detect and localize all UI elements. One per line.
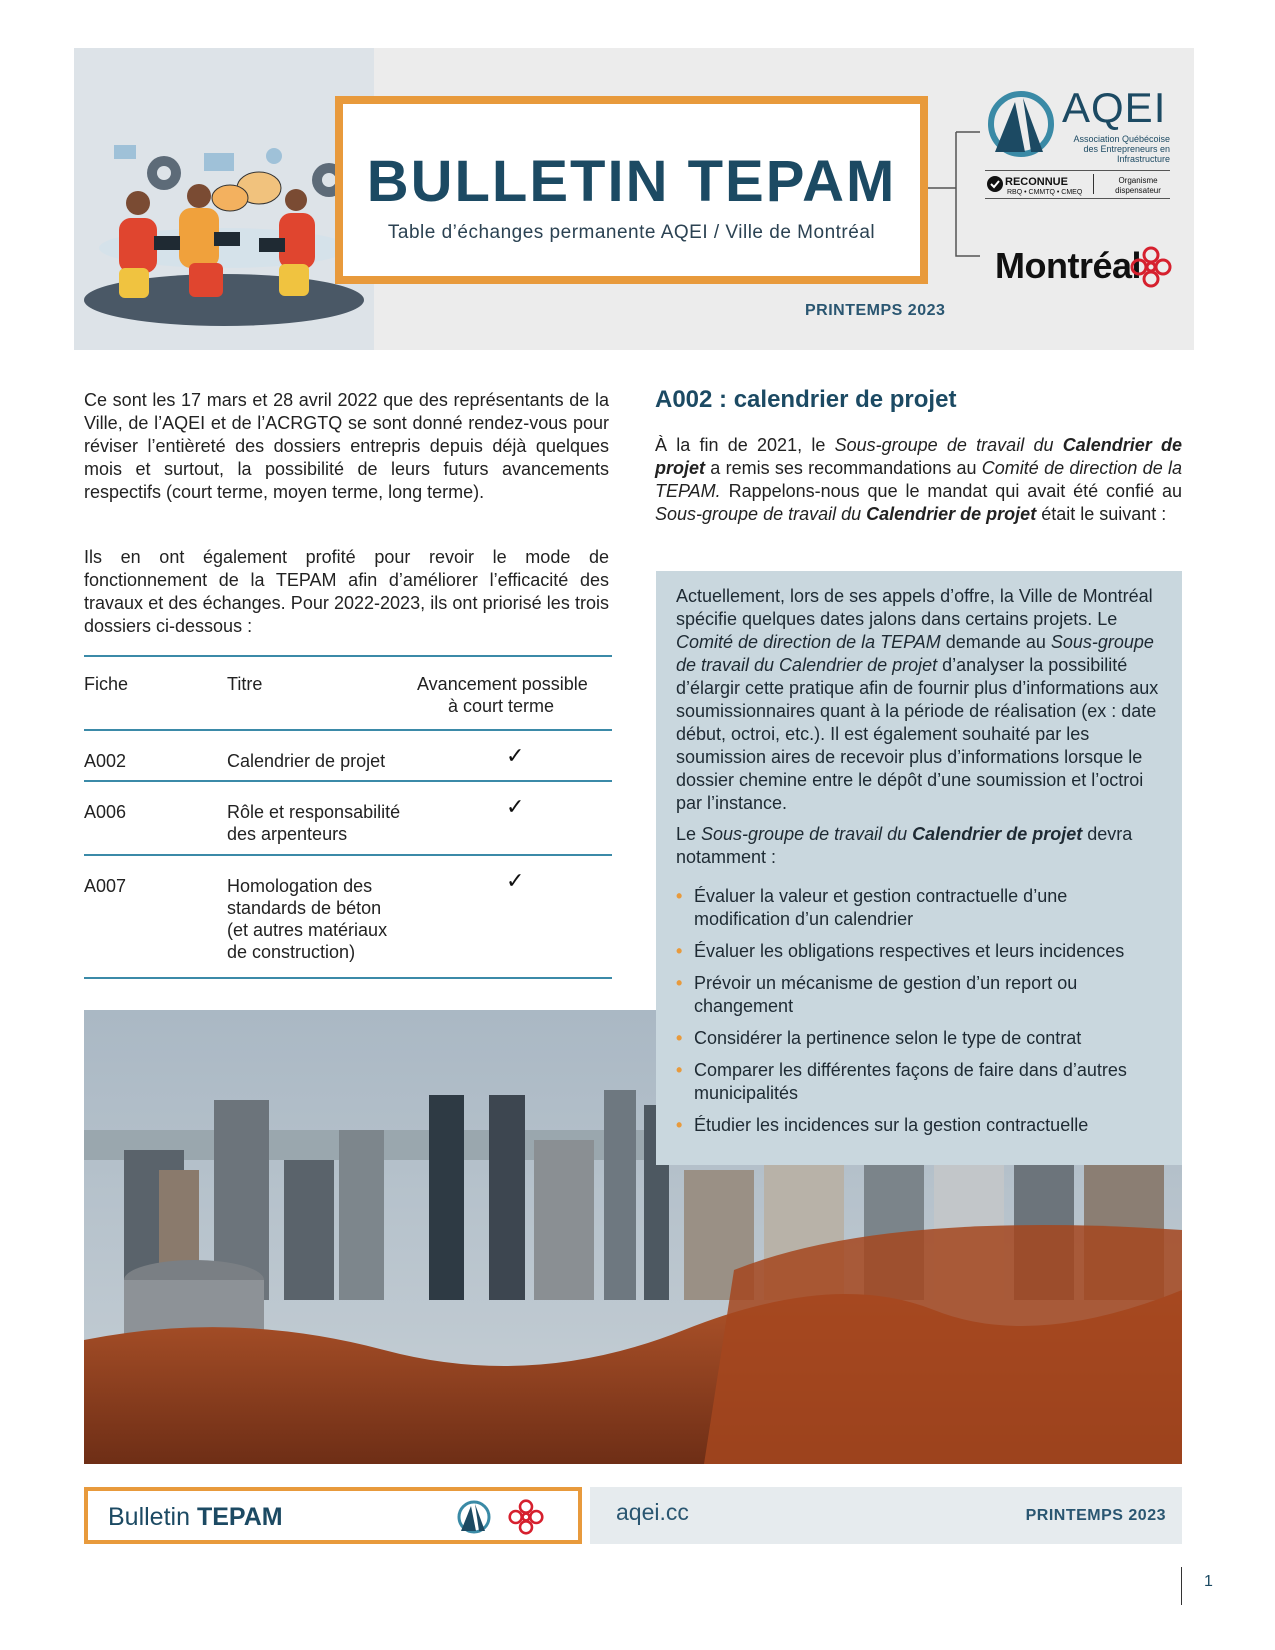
col-header-avancement-line1: Avancement possible xyxy=(417,674,588,694)
row-titre-line: des arpenteurs xyxy=(227,824,348,844)
footer-info-bar xyxy=(590,1487,1182,1544)
text-run-bold: Calendrier de projet xyxy=(912,824,1083,844)
text-run-italic: Comité de direction de la TEPAM xyxy=(676,632,941,652)
bullet-icon: • xyxy=(676,1115,683,1135)
row-titre-line: standards de béton xyxy=(227,898,382,918)
footer-bulletin-title xyxy=(108,1503,283,1532)
mandate-box xyxy=(656,571,1182,1165)
text-run-italic: Sous-groupe de travail du xyxy=(655,504,867,524)
table-rule xyxy=(84,854,612,856)
list-item-text: Étudier les incidences sur la gestion contractuelle xyxy=(694,1115,1089,1135)
text-run: a remis ses recommandations au xyxy=(705,458,982,478)
list-item xyxy=(676,1059,1162,1105)
col-header-fiche: Fiche xyxy=(84,674,129,694)
reconnue-sub-label: RBQ • CMMTQ • CMEQ xyxy=(1007,189,1083,196)
aqei-logo-icon xyxy=(985,88,1057,160)
text-run: devra notamment : xyxy=(676,824,1133,867)
row-titre xyxy=(227,875,387,963)
montreal-rosette-icon xyxy=(508,1499,544,1535)
list-item-text: Évaluer la valeur et gestion contractuelle d’une modification d’un calendrier xyxy=(694,886,1068,929)
montreal-wordmark: Montréal xyxy=(995,245,1142,286)
table-rule xyxy=(84,780,612,782)
check-badge-icon xyxy=(987,176,1003,192)
season-label: PRINTEMPS 2023 xyxy=(805,302,946,319)
text-run: était le suivant : xyxy=(1036,504,1167,524)
text-run: Rappelons-nous que le mandat qui avait été confié au xyxy=(720,481,1182,501)
logo-divider-top xyxy=(985,170,1170,171)
page-number-rule xyxy=(1181,1567,1182,1605)
bulletin-subtitle: Table d’échanges permanente AQEI / Ville de Montréal xyxy=(387,222,876,243)
row-fiche: A006 xyxy=(84,802,127,822)
text-run: demande au xyxy=(940,632,1051,652)
text-run: Bulletin xyxy=(108,1503,197,1531)
mandate-paragraph-2 xyxy=(676,823,1162,869)
montreal-rosette-icon xyxy=(1130,246,1172,288)
text-run: d’analyser la possibilité d’élargir cette pratique afin de fournir plus d’informations aux soumissionnaires quant à la période de réalisation (ex : date début, octroi, etc.). Il est également souhaité par les soumission aires de recevoir plus d’informations lorsque le dossier chemine entre le dépôt d’une soumission et l’octroi par l’instance. xyxy=(676,655,1159,813)
row-titre-line: de construction) xyxy=(227,942,356,962)
row-titre: Calendrier de projet xyxy=(227,751,386,771)
text-run-italic: Sous-groupe de travail du xyxy=(701,824,913,844)
col-header-titre: Titre xyxy=(227,674,263,694)
row-fiche: A002 xyxy=(84,751,127,771)
aqei-logo-icon xyxy=(456,1499,492,1535)
table-rule xyxy=(84,655,612,657)
section-heading-a002: A002 : calendrier de projet xyxy=(655,386,957,413)
meeting-illustration xyxy=(74,48,374,350)
website-link[interactable]: aqei.cc xyxy=(616,1499,689,1525)
footer-bulletin-box xyxy=(84,1487,582,1544)
text-run: Le xyxy=(676,824,702,844)
aqei-wordmark: AQEI xyxy=(1062,84,1167,131)
logo-divider-bottom xyxy=(985,198,1170,199)
bullet-icon: • xyxy=(676,1060,683,1080)
list-item-text: Évaluer les obligations respectives et leurs incidences xyxy=(694,941,1125,961)
row-titre-line: (et autres matériaux xyxy=(227,920,388,940)
list-item xyxy=(676,972,1162,1018)
table-rule xyxy=(84,729,612,731)
table-rule xyxy=(84,977,612,979)
text-run: À la fin de 2021, le xyxy=(655,435,835,455)
text-run: Actuellement, lors de ses appels d’offre, la Ville de Montréal spécifie quelques dates jalons dans certains projets. Le xyxy=(676,586,1153,629)
intro-paragraph-2: Ils en ont également profité pour revoir le mode de fonctionnement de la TEPAM afin d’améliorer l’efficacité des travaux et des échanges. Pour 2022-2023, ils ont priorisé les trois dossiers ci-dessous : xyxy=(84,547,609,636)
intro-paragraph-1: Ce sont les 17 mars et 28 avril 2022 que des représentants de la Ville, de l’AQEI et de l’ACRGTQ se sont donné rendez-vous pour réviser l’entièreté des dossiers entrepris depuis déjà quelques mois et surtout, la possibilité de leurs futurs avancements respectifs (court terme, moyen terme, long terme). xyxy=(84,390,609,502)
col-header-avancement-line2: à court terme xyxy=(447,696,555,716)
aqei-full-name: Association Québécoise des Entrepreneurs en Infrastructure xyxy=(1073,134,1170,164)
row-titre xyxy=(227,801,400,845)
row-titre-line: Rôle et responsabilité xyxy=(227,802,401,822)
team-meeting-icon xyxy=(74,48,374,350)
checkmark-icon: ✓ xyxy=(506,794,525,819)
logo-separator xyxy=(1093,174,1094,194)
list-item-text: Comparer les différentes façons de faire dans d’autres municipalités xyxy=(694,1060,1127,1103)
bullet-icon: • xyxy=(676,941,683,961)
list-item-text: Prévoir un mécanisme de gestion d’un report ou changement xyxy=(694,973,1078,1016)
text-run-italic: Sous-groupe de travail du Calendrier de projet xyxy=(676,632,1154,675)
connector-lines xyxy=(928,130,988,270)
bulletin-title: BULLETIN TEPAM xyxy=(366,149,897,214)
bullet-icon: • xyxy=(676,973,683,993)
list-item-text: Considérer la pertinence selon le type de contrat xyxy=(694,1028,1082,1048)
list-item xyxy=(676,940,1162,963)
mandate-paragraph-1 xyxy=(676,585,1162,815)
bullet-icon: • xyxy=(676,1028,683,1048)
footer-season-label: PRINTEMPS 2023 xyxy=(1025,1507,1166,1524)
row-titre-line: Homologation des xyxy=(227,876,373,896)
a002-intro-paragraph xyxy=(655,434,1182,526)
organisme-label: Organisme dispensateur xyxy=(1115,176,1161,195)
row-fiche: A007 xyxy=(84,876,127,896)
mandate-bullet-list xyxy=(676,885,1162,1146)
checkmark-icon: ✓ xyxy=(506,868,525,893)
text-run-bold: Calendrier de projet xyxy=(866,504,1037,524)
page-number: 1 xyxy=(1204,1573,1213,1590)
text-run-bold: Calendrier de projet xyxy=(655,435,1183,478)
text-run-italic: Comité de direction de la TEPAM. xyxy=(655,458,1182,501)
col-header-avancement xyxy=(417,673,588,717)
list-item xyxy=(676,885,1162,931)
list-item xyxy=(676,1114,1162,1137)
title-box xyxy=(335,96,928,284)
checkmark-icon: ✓ xyxy=(506,743,525,768)
text-run-bold: TEPAM xyxy=(196,1503,283,1531)
reconnue-label: RECONNUE xyxy=(1005,176,1068,188)
text-run-italic: Sous-groupe de travail du xyxy=(834,435,1063,455)
list-item xyxy=(676,1027,1162,1050)
bullet-icon: • xyxy=(676,886,683,906)
